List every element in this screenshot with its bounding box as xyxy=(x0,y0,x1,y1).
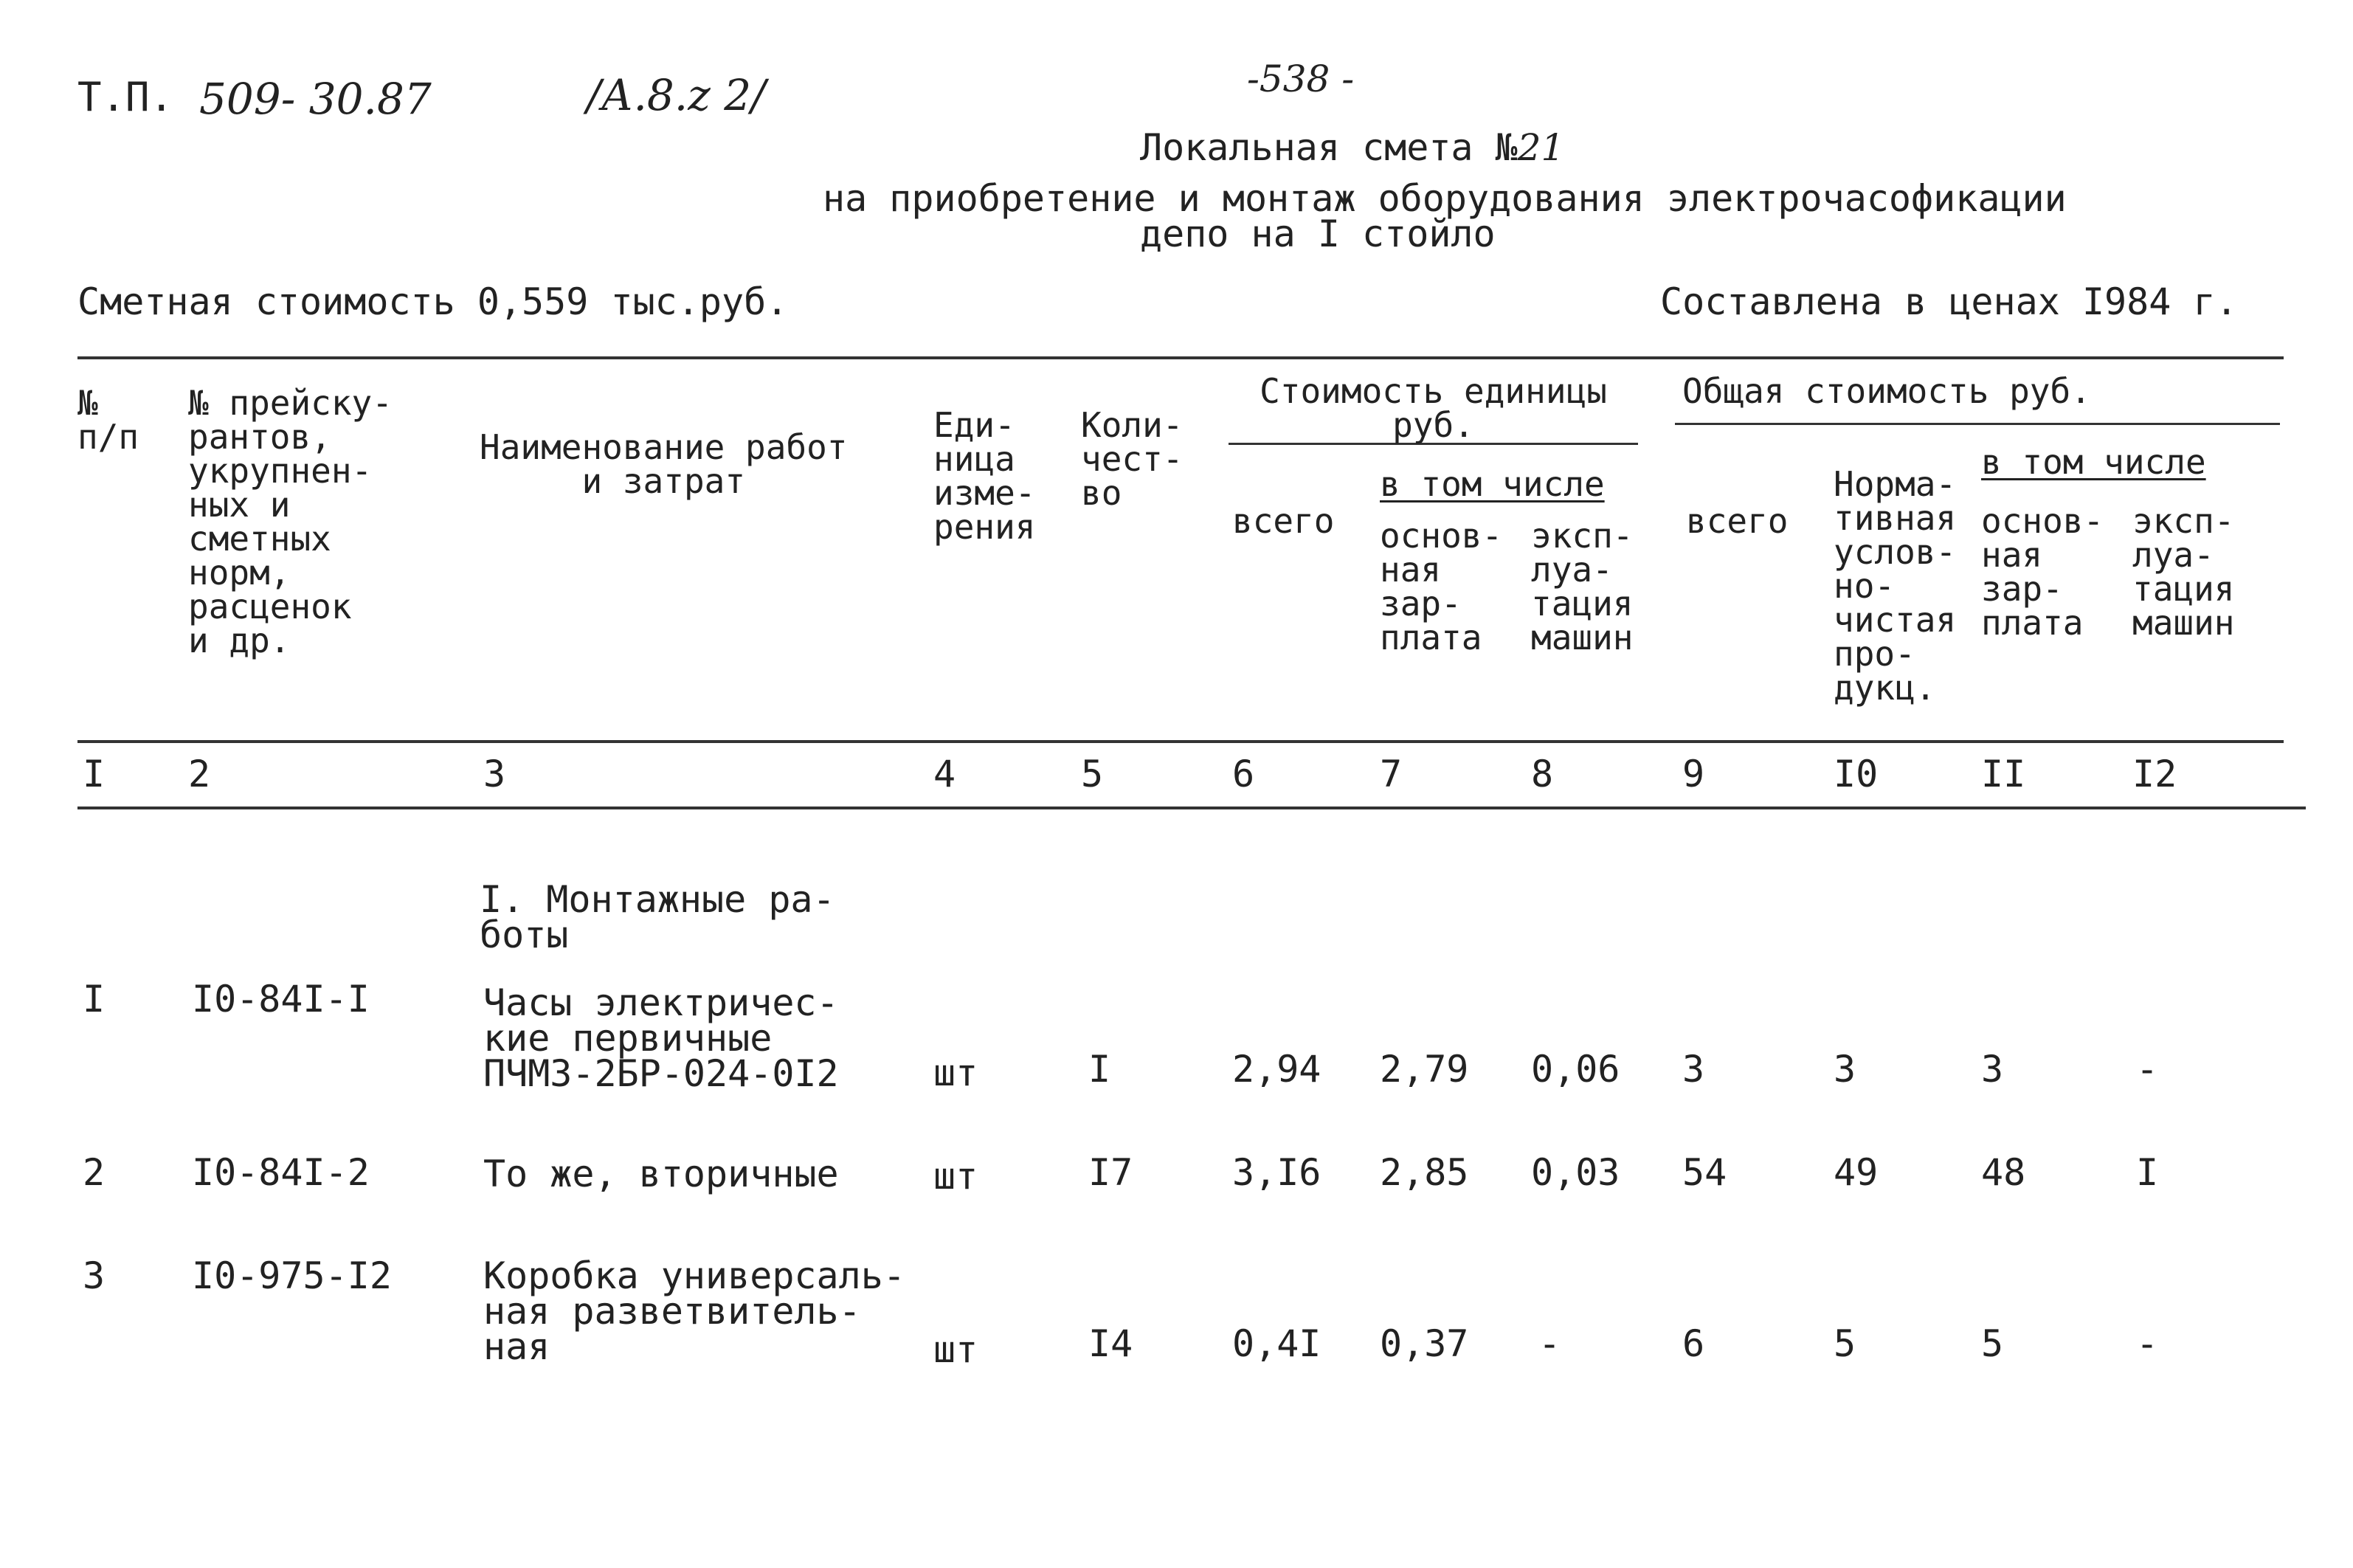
total-cost-group-rule xyxy=(1675,423,2280,425)
col-header-total: всего xyxy=(1686,501,1789,541)
row-code: I0-84I-2 xyxy=(192,1151,370,1194)
row-total: 3 xyxy=(1682,1048,1705,1091)
row-quantity: I xyxy=(1088,1048,1111,1091)
section-title: I. Монтажные ра- боты xyxy=(480,878,835,956)
col-header-normative-product: Норма- тивная услов- но- чистая про- дукц. xyxy=(1834,464,1957,708)
estimate-cost: Сметная стоимость 0,559 тыс.руб. xyxy=(77,280,789,323)
album-ref: /А.8.z 2/ xyxy=(587,70,766,120)
row-normative-product: 49 xyxy=(1834,1151,1879,1194)
title-number: 21 xyxy=(1517,126,1565,169)
row-unit-machines: 0,03 xyxy=(1531,1151,1620,1194)
col-header-quantity: Коли- чест- во xyxy=(1081,405,1184,513)
row-quantity: I7 xyxy=(1088,1151,1133,1194)
col-header-unit: Еди- ница изме- рения xyxy=(933,405,1036,547)
col-group-total-cost: Общая стоимость руб. xyxy=(1682,371,2091,411)
row-number: 2 xyxy=(83,1151,106,1194)
row-code: I0-975-I2 xyxy=(192,1254,392,1297)
row-unit-wage: 0,37 xyxy=(1380,1322,1469,1365)
row-unit: шт xyxy=(933,1051,978,1094)
col-number-2: 2 xyxy=(188,753,211,795)
row-total: 6 xyxy=(1682,1322,1705,1365)
col-header-total-machines: эксп- луа- тация машин xyxy=(2132,501,2235,643)
col-header-unit-incl: в том числе xyxy=(1380,464,1605,504)
title-line-3: депо на I стойло xyxy=(1140,213,1496,255)
row-quantity: I4 xyxy=(1088,1322,1133,1365)
title-prefix: Локальная смета № xyxy=(1140,126,1518,169)
row-unit-total: 3,I6 xyxy=(1232,1151,1321,1194)
row-unit: шт xyxy=(933,1328,978,1371)
document-title xyxy=(1140,126,1565,169)
row-total-machines: I xyxy=(2136,1151,2159,1194)
header-bottom-rule xyxy=(77,740,2284,743)
row-unit-machines: 0,06 xyxy=(1531,1048,1620,1091)
row-total-wage: 3 xyxy=(1981,1048,2004,1091)
col-number-12: I2 xyxy=(2132,753,2177,795)
row-unit-total: 2,94 xyxy=(1232,1048,1321,1091)
col-number-7: 7 xyxy=(1380,753,1403,795)
row-normative-product: 5 xyxy=(1834,1322,1856,1365)
row-unit-machines: - xyxy=(1538,1322,1561,1365)
col-header-number: № п/п xyxy=(77,383,139,457)
row-code: I0-84I-I xyxy=(192,978,370,1020)
col-number-4: 4 xyxy=(933,753,956,795)
tp-prefix: Т.П. xyxy=(77,74,174,120)
col-group-unit-cost: Стоимость единицы руб. xyxy=(1260,371,1607,445)
row-normative-product: 3 xyxy=(1834,1048,1856,1091)
price-basis: Составлена в ценах I984 г. xyxy=(1660,280,2238,323)
col-number-11: II xyxy=(1981,753,2026,795)
row-number: I xyxy=(83,978,106,1020)
row-total: 54 xyxy=(1682,1151,1727,1194)
title-line-2: на приобретение и монтаж оборудования электрочасофикации xyxy=(823,177,2067,220)
row-unit-wage: 2,85 xyxy=(1380,1151,1469,1194)
col-number-9: 9 xyxy=(1682,753,1705,795)
table-top-rule xyxy=(77,356,2284,359)
column-numbers-rule xyxy=(77,807,2306,809)
tp-number: 509- 30.87 xyxy=(199,74,432,124)
col-number-1: I xyxy=(83,753,106,795)
col-header-unit-wage: основ- ная зар- плата xyxy=(1380,516,1503,657)
row-unit-wage: 2,79 xyxy=(1380,1048,1469,1091)
page-number: -538 - xyxy=(1247,58,1355,100)
col-number-8: 8 xyxy=(1531,753,1554,795)
col-header-pricelist: № прейску- рантов, укрупнен- ных и сметных норм, расценок и др. xyxy=(188,383,393,660)
row-name: Часы электричес- кие первичные ПЧМЗ-2БР-024-0I2 xyxy=(483,981,839,1095)
col-header-unit-machines: эксп- луа- тация машин xyxy=(1531,516,1634,657)
col-header-unit-total: всего xyxy=(1232,501,1335,541)
col-header-total-wage: основ- ная зар- плата xyxy=(1981,501,2104,643)
row-total-wage: 5 xyxy=(1981,1322,2004,1365)
row-total-machines: - xyxy=(2136,1322,2159,1365)
col-number-5: 5 xyxy=(1081,753,1104,795)
row-unit-total: 0,4I xyxy=(1232,1322,1321,1365)
row-unit: шт xyxy=(933,1155,978,1198)
col-number-10: I0 xyxy=(1834,753,1879,795)
row-total-wage: 48 xyxy=(1981,1151,2026,1194)
col-number-3: 3 xyxy=(483,753,506,795)
row-name: Коробка универсаль- ная разветвитель- ная xyxy=(483,1254,905,1368)
col-number-6: 6 xyxy=(1232,753,1255,795)
col-header-total-incl: в том числе xyxy=(1981,442,2206,482)
row-total-machines: - xyxy=(2136,1048,2159,1091)
col-header-name: Наименование работ и затрат xyxy=(480,427,848,501)
row-name: То же, вторичные xyxy=(483,1153,839,1195)
row-number: 3 xyxy=(83,1254,106,1297)
